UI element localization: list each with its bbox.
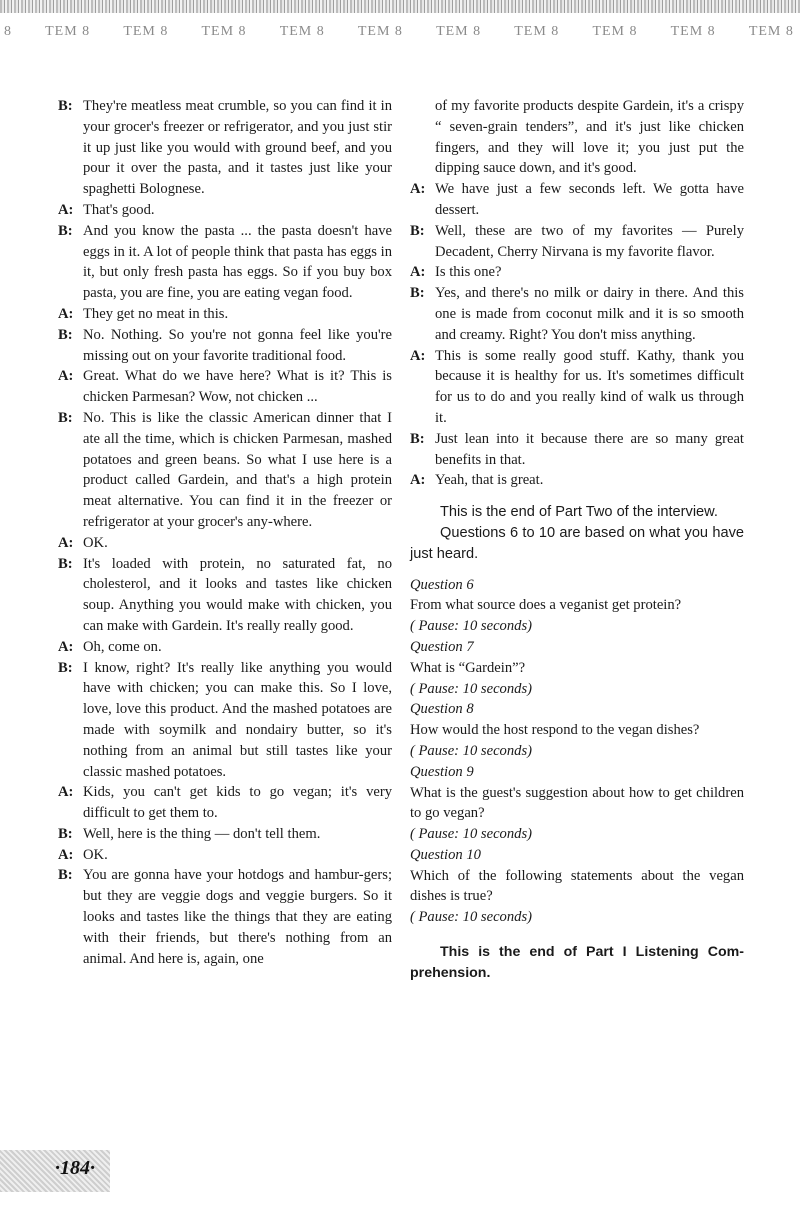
- header-tag: TEM 8: [201, 24, 247, 39]
- speaker-label: A:: [410, 264, 426, 281]
- right-column: [410, 96, 744, 984]
- dialogue-text: They get no meat in this.: [83, 305, 229, 322]
- dialogue-text: They're meatless meat crumble, so you can find it in your grocer's freezer or refrigerator, and you just stir it up just like you would with ground beef, and you pour it over the pasta, and it tastes just like your spaghetti Bolognese.: [83, 98, 392, 198]
- dialogue-turn: [58, 96, 392, 200]
- speaker-label: B:: [410, 430, 425, 447]
- header-tag: TEM 8: [748, 24, 794, 39]
- speaker-label: B:: [58, 825, 73, 842]
- header-tag: TEM 8: [123, 24, 169, 39]
- header-tag: TEM 8: [514, 24, 560, 39]
- dialogue-text: Well, these are two of my favorites — Purely Decadent, Cherry Nirvana is my favorite flavor.: [435, 222, 744, 260]
- dialogue-turn: [58, 845, 392, 866]
- top-texture-bar: [0, 0, 800, 13]
- dialogue-turn: [58, 325, 392, 367]
- speaker-label: A:: [410, 472, 426, 489]
- dialogue-turn: [410, 470, 744, 491]
- speaker-label: A:: [410, 347, 426, 364]
- header-tag: TEM 8: [592, 24, 638, 39]
- dialogue-turn: [58, 408, 392, 533]
- speaker-label: A:: [58, 846, 74, 863]
- dialogue-text: That's good.: [83, 201, 155, 218]
- speaker-label: A:: [410, 181, 426, 198]
- dialogue-turn: [410, 262, 744, 283]
- dialogue-text: Great. What do we have here? What is it? This is chicken Parmesan? Wow, not chicken ...: [83, 368, 392, 406]
- dialogue-text: Yes, and there's no milk or dairy in there. And this one is made from coconut milk and it is so smooth and creamy. Right? You don't miss anything.: [435, 285, 744, 343]
- dialogue-text: We have just a few seconds left. We gotta have dessert.: [435, 181, 744, 218]
- pause-note: ( Pause: 10 seconds): [410, 618, 532, 635]
- dialogue-turn: [58, 658, 392, 783]
- question-text: Which of the following statements about the vegan dishes is true?: [410, 867, 744, 905]
- speaker-label: A:: [58, 305, 74, 322]
- speaker-label: B:: [58, 98, 73, 114]
- question-item: [410, 699, 744, 761]
- pause-note: ( Pause: 10 seconds): [410, 680, 532, 697]
- dialogue-text: You are gonna have your hotdogs and hambur-gers; but they are veggie dogs and veggie burgers. So it looks and tastes like the things that they are eating with their friends, but there's nothing from an animal. And here is, again, one: [83, 867, 392, 967]
- dialogue-turn: [58, 200, 392, 221]
- header-tag: TEM 8: [436, 24, 482, 39]
- dialogue-text: Kids, you can't get kids to go vegan; it's very difficult to get them to.: [83, 784, 392, 822]
- dialogue-turn: [58, 554, 392, 637]
- question-text: How would the host respond to the vegan dishes?: [410, 722, 700, 739]
- question-item: [410, 575, 744, 637]
- question-label: Question 6: [410, 576, 474, 593]
- end-part-two-note: This is the end of Part Two of the interview.: [440, 504, 718, 521]
- dialogue-text: Well, here is the thing — don't tell them.: [83, 825, 321, 842]
- question-label: Question 7: [410, 638, 474, 655]
- dialogue-turn: [410, 179, 744, 221]
- dialogue-turn: [410, 283, 744, 345]
- dialogue-text: I know, right? It's really like anything you would have with chicken; you can make this. So I love, love, love this product. And the mashed potatoes are made with soymilk and nondairy butter, so it's nothing from an animal but still tastes like your classic mashed potatoes.: [83, 659, 392, 780]
- left-column: [58, 96, 392, 969]
- question-list: [410, 575, 744, 929]
- speaker-label: A:: [58, 784, 74, 801]
- question-text: What is “Gardein”?: [410, 659, 526, 676]
- dialogue-text: No. This is like the classic American dinner that I ate all the time, which is chicken Parmesan, mashed potatoes and green beans. So what I use here is a product called Gardein, and that's a high protein meat alternative. You can find it in the freezer or refrigerator at your grocer's any-where.: [83, 409, 392, 530]
- part-two-intro: [410, 502, 744, 564]
- pause-note: ( Pause: 10 seconds): [410, 742, 532, 759]
- question-text: From what source does a veganist get protein?: [410, 597, 682, 614]
- speaker-label: B:: [58, 326, 73, 343]
- dialogue-turn: [58, 221, 392, 304]
- header-tag: TEM 8: [279, 24, 325, 39]
- dialogue-text: No. Nothing. So you're not gonna feel like you're missing out on your favorite traditional food.: [83, 326, 392, 364]
- question-text: What is the guest's suggestion about how to get children to go vegan?: [410, 784, 744, 822]
- dialogue-text: OK.: [83, 534, 108, 551]
- dialogue-text: Oh, come on.: [83, 638, 162, 655]
- header-tag: TEM 8: [670, 24, 716, 39]
- header-tag: TEM 8: [357, 24, 403, 39]
- questions-intro: Questions 6 to 10 are based on what you have just heard.: [410, 524, 744, 562]
- dialogue-turn: [58, 637, 392, 658]
- running-header: [0, 24, 800, 44]
- dialogue-turn: [58, 533, 392, 554]
- speaker-label: B:: [58, 222, 73, 239]
- question-label: Question 8: [410, 701, 474, 718]
- speaker-label: B:: [410, 285, 425, 302]
- header-tag: TEM 8: [45, 24, 91, 39]
- speaker-label: B:: [410, 222, 425, 239]
- dialogue-text: It's loaded with protein, no saturated fat, no cholesterol, and it looks and tastes like chicken soup. Anything you would make with chicken, you can make with Gardein. It's really really good.: [83, 555, 392, 634]
- dialogue-turn: [58, 824, 392, 845]
- dialogue-text: And you know the pasta ... the pasta doesn't have eggs in it. A lot of people think that pasta has eggs in it, but only fresh pasta has eggs. So if you buy box pasta, you are fine, you are eating vegan food.: [83, 222, 392, 302]
- pause-note: ( Pause: 10 seconds): [410, 909, 532, 926]
- speaker-label: A:: [58, 201, 74, 218]
- dialogue-turn: [58, 865, 392, 969]
- dialogue-turn: [58, 366, 392, 408]
- speaker-label: B:: [58, 409, 73, 426]
- dialogue-turn: [58, 304, 392, 325]
- speaker-label: B:: [58, 659, 73, 676]
- dialogue-continuation: of my favorite products despite Gardein, it's a crispy “ seven-grain tenders”, and it's just like chicken fingers, and they will love it; you just put the dipping sauce down, and it's good.: [435, 98, 744, 177]
- end-part-one-note: This is the end of Part I Listening Com-prehension.: [410, 944, 744, 982]
- speaker-label: B:: [58, 555, 73, 572]
- dialogue-turn: [410, 346, 744, 429]
- dialogue-text: Just lean into it because there are so many great benefits in that.: [435, 430, 744, 468]
- speaker-label: A:: [58, 368, 74, 385]
- header-tag: 8: [4, 24, 12, 39]
- question-item: [410, 762, 744, 845]
- dialogue-text: This is some really good stuff. Kathy, thank you because it is healthy for us. It's sometimes difficult for us to do and you really kind of walk us through it.: [435, 347, 744, 426]
- dialogue-text: OK.: [83, 846, 108, 863]
- page-number: ·184·: [55, 1157, 95, 1179]
- speaker-label: A:: [58, 638, 74, 655]
- dialogue-turn: [410, 429, 744, 471]
- dialogue-turn: [58, 782, 392, 824]
- speaker-label: B:: [58, 867, 73, 884]
- question-item: [410, 845, 744, 928]
- dialogue-text: Yeah, that is great.: [435, 472, 544, 489]
- dialogue-text: Is this one?: [435, 264, 502, 281]
- question-label: Question 9: [410, 763, 474, 780]
- speaker-label: A:: [58, 534, 74, 551]
- question-item: [410, 637, 744, 699]
- dialogue-turn: [410, 221, 744, 263]
- question-label: Question 10: [410, 846, 481, 863]
- pause-note: ( Pause: 10 seconds): [410, 826, 532, 843]
